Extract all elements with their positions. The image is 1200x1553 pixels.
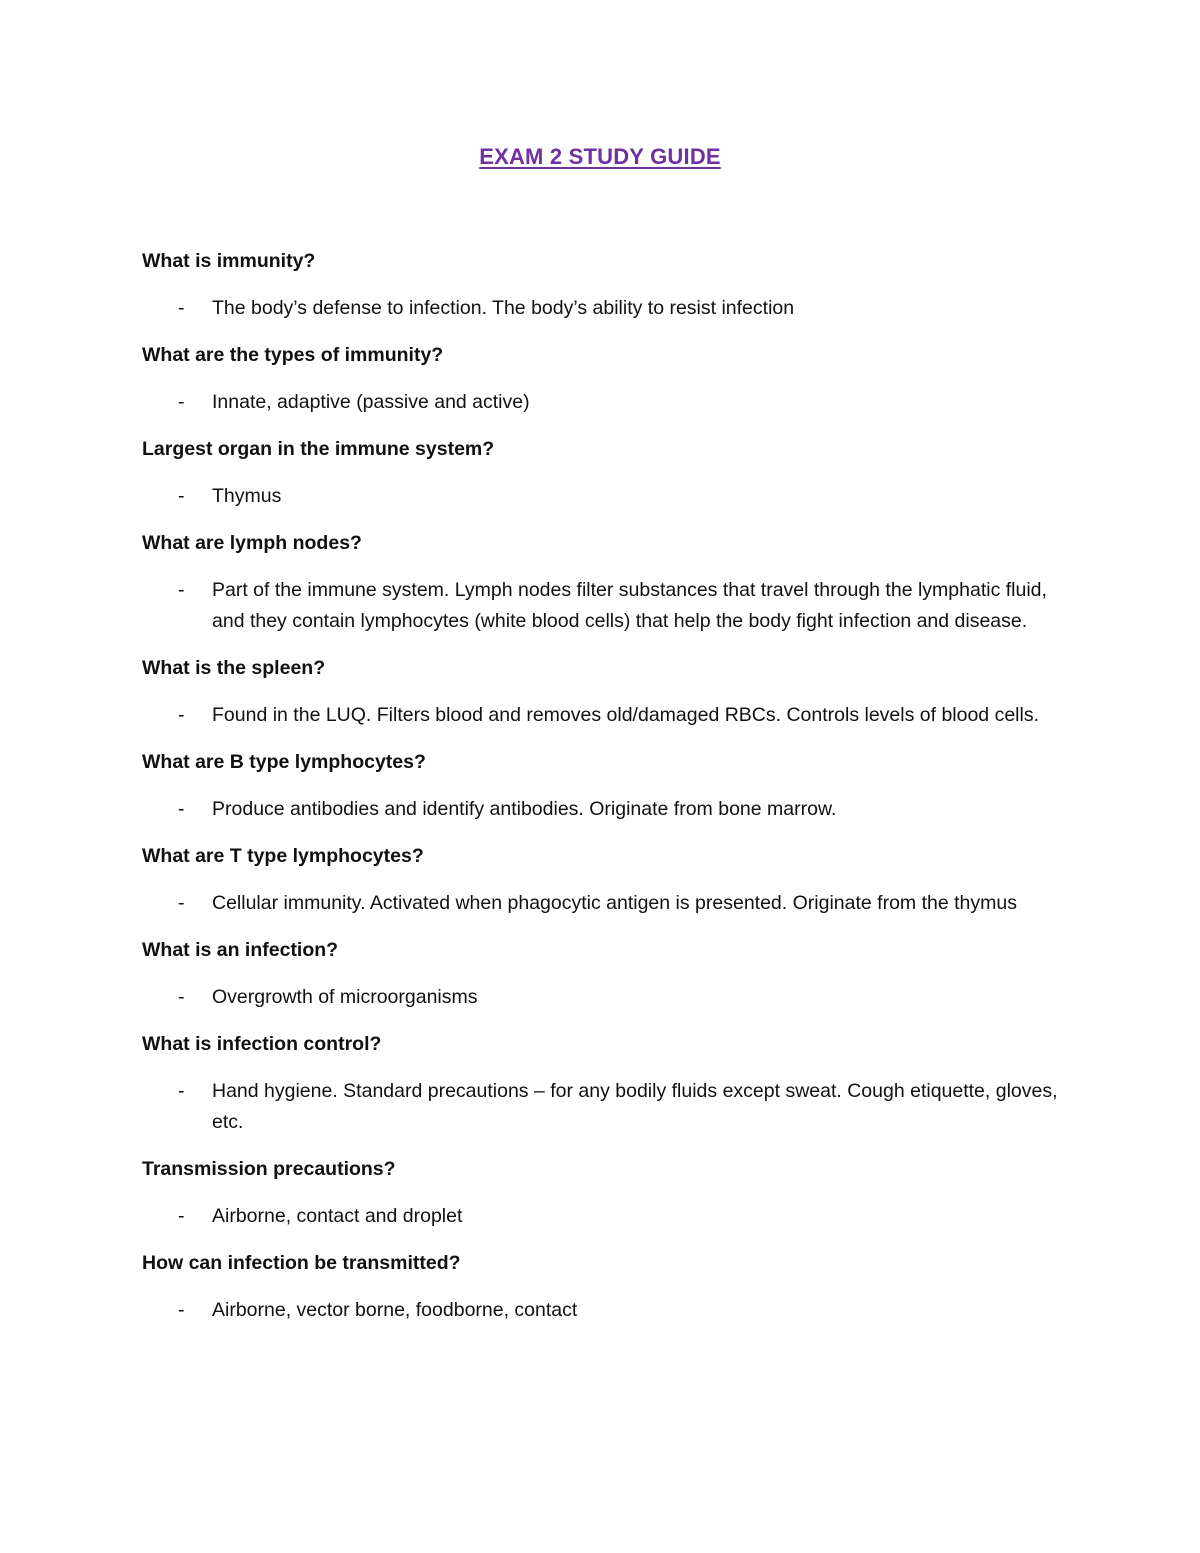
bullet-dash: -	[178, 704, 185, 726]
question-text: Transmission precautions?	[142, 1158, 396, 1180]
answer-item	[142, 293, 1072, 324]
question-text: What are lymph nodes?	[142, 532, 362, 554]
qa-item	[142, 340, 1072, 418]
answer-item	[142, 575, 1072, 637]
answer-text: Produce antibodies and identify antibodies. Originate from bone marrow.	[212, 798, 837, 820]
answer-item	[142, 1076, 1072, 1138]
answer-text: Cellular immunity. Activated when phagocytic antigen is presented. Originate from the thymus	[212, 892, 1017, 914]
answer-item	[142, 387, 1072, 418]
bullet-dash: -	[178, 1080, 185, 1102]
answer-text: Innate, adaptive (passive and active)	[212, 391, 530, 413]
qa-item	[142, 1248, 1072, 1326]
qa-item	[142, 434, 1072, 512]
qa-item	[142, 1029, 1072, 1138]
question-text: How can infection be transmitted?	[142, 1252, 461, 1274]
qa-item	[142, 935, 1072, 1013]
answer-text: Airborne, vector borne, foodborne, contact	[212, 1299, 578, 1321]
answer-text: Part of the immune system. Lymph nodes filter substances that travel through the lymphatic fluid, and they contain lymphocytes (white blood cells) that help the body fight infection and disease.	[212, 579, 1047, 632]
bullet-dash: -	[178, 1299, 185, 1321]
bullet-dash: -	[178, 892, 185, 914]
answer-item	[142, 1295, 1072, 1326]
page-title: EXAM 2 STUDY GUIDE	[479, 144, 721, 169]
bullet-dash: -	[178, 798, 185, 820]
question-text: What is an infection?	[142, 939, 339, 961]
answer-text: Thymus	[212, 485, 282, 507]
answer-item	[142, 982, 1072, 1013]
qa-list	[142, 246, 1072, 1342]
bullet-dash: -	[178, 485, 185, 507]
answer-text: Airborne, contact and droplet	[212, 1205, 463, 1227]
answer-item	[142, 888, 1072, 919]
qa-item	[142, 246, 1072, 324]
qa-item	[142, 528, 1072, 637]
bullet-dash: -	[178, 986, 185, 1008]
qa-item	[142, 841, 1072, 919]
answer-item	[142, 481, 1072, 512]
answer-item	[142, 1201, 1072, 1232]
question-text: Largest organ in the immune system?	[142, 438, 495, 460]
question-text: What are T type lymphocytes?	[142, 845, 424, 867]
answer-text: Found in the LUQ. Filters blood and removes old/damaged RBCs. Controls levels of blood cells.	[212, 704, 1039, 726]
bullet-dash: -	[178, 1205, 185, 1227]
qa-item	[142, 747, 1072, 825]
answer-text: Overgrowth of microorganisms	[212, 986, 478, 1008]
bullet-dash: -	[178, 579, 185, 601]
bullet-dash: -	[178, 391, 185, 413]
question-text: What are the types of immunity?	[142, 344, 444, 366]
question-text: What is immunity?	[142, 250, 316, 272]
answer-item	[142, 794, 1072, 825]
qa-item	[142, 1154, 1072, 1232]
question-text: What are B type lymphocytes?	[142, 751, 426, 773]
qa-item	[142, 653, 1072, 731]
answer-text: Hand hygiene. Standard precautions – for any bodily fluids except sweat. Cough etiquette, gloves, etc.	[212, 1080, 1058, 1133]
bullet-dash: -	[178, 297, 185, 319]
question-text: What is the spleen?	[142, 657, 326, 679]
question-text: What is infection control?	[142, 1033, 382, 1055]
answer-text: The body’s defense to infection. The body’s ability to resist infection	[212, 297, 795, 319]
answer-item	[142, 700, 1072, 731]
